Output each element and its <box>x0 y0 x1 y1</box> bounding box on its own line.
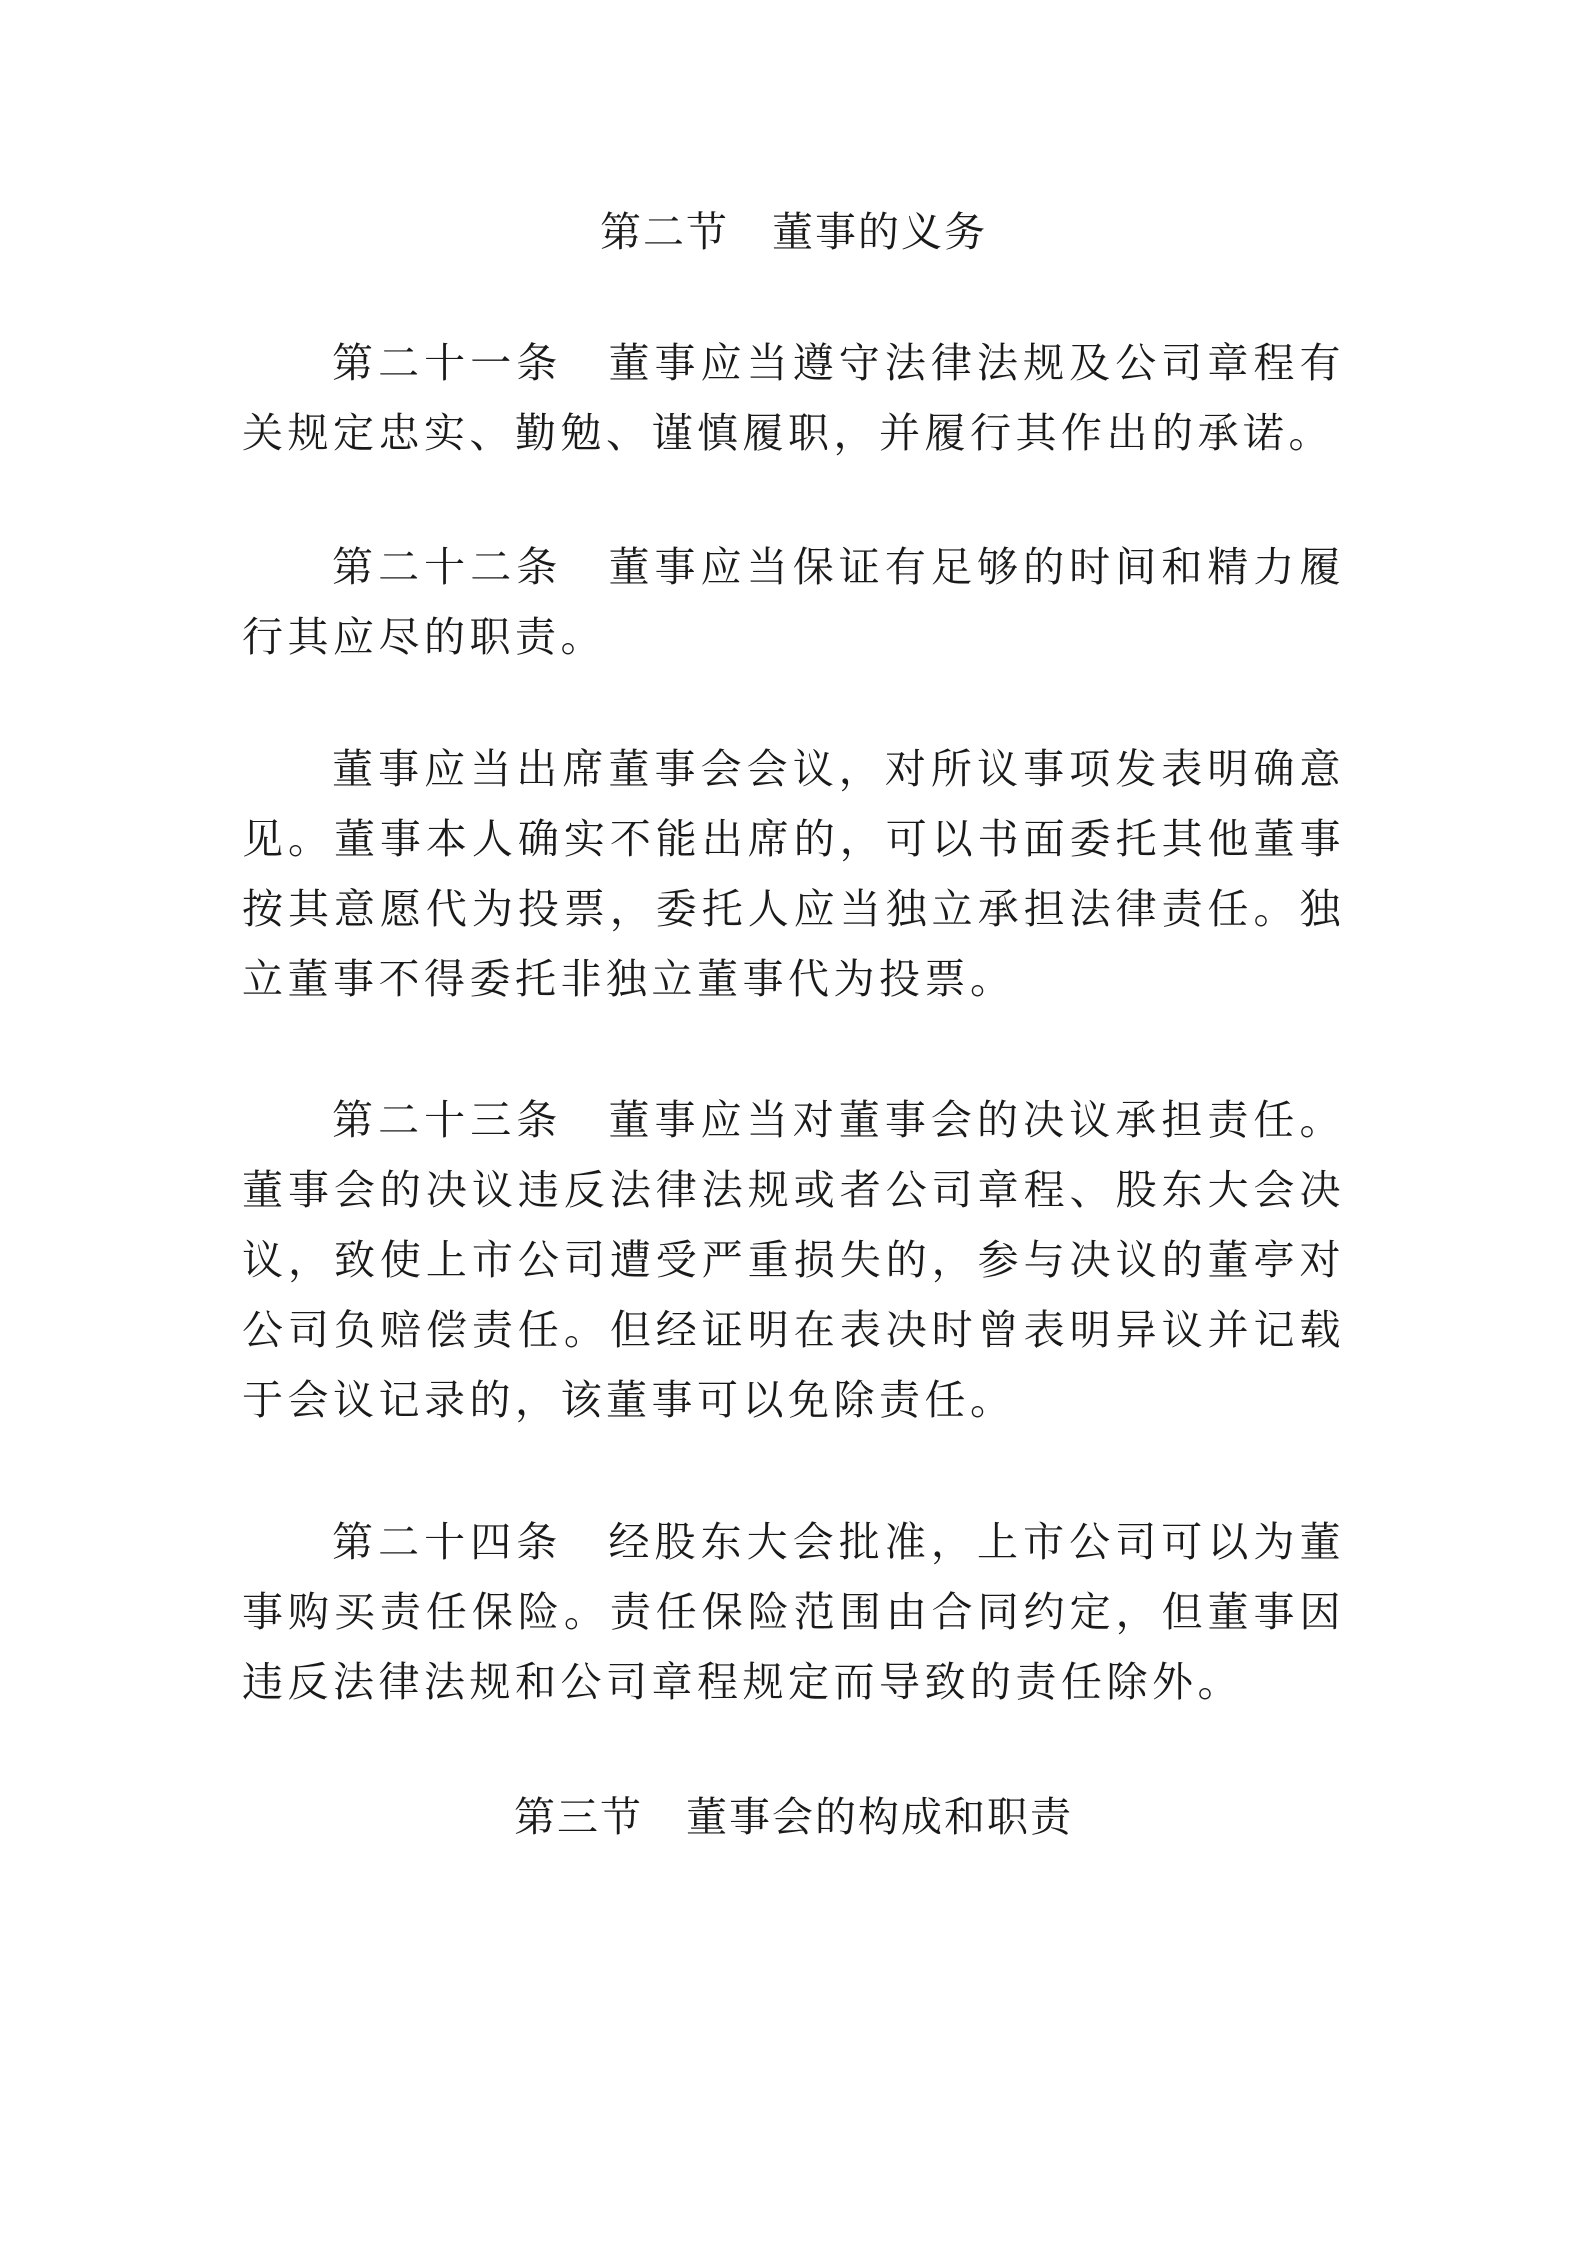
article-21-label: 第二十一条 <box>332 339 609 387</box>
section-two-heading: 第二节 董事的义务 <box>600 208 987 256</box>
article-22-label: 第二十二条 <box>332 543 609 591</box>
article-22 <box>242 532 1345 672</box>
article-21-text: 董事应当遵守法律法规及公司章程有关规定忠实、勤勉、谨慎履职，并履行其作出的承诺。 <box>242 339 1346 457</box>
article-21 <box>242 328 1345 468</box>
article-23-label: 第二十三条 <box>332 1096 609 1144</box>
article-23 <box>242 1085 1345 1435</box>
section-three-heading: 第三节 董事会的构成和职责 <box>514 1793 1073 1841</box>
article-22-text: 董事应当保证有足够的时间和精力履行其应尽的职责。 <box>242 543 1346 661</box>
article-24 <box>242 1507 1345 1717</box>
article-24-text: 经股东大会批准，上市公司可以为董事购买责任保险。责任保险范围由合同约定，但董事因违反法律法规和公司章程规定而导致的责任除外。 <box>242 1518 1346 1706</box>
article-23-text: 董事应当对董事会的决议承担责任。董事会的决议违反法律法规或者公司章程、股东大会决议，致使上市公司遭受严重损失的，参与决议的董亭对公司负赔偿责任。但经证明在表决时曾表明异议并记载于会议记录的，该董事可以免除责任。 <box>242 1096 1346 1424</box>
article-22-paragraph-2: 董事应当出席董事会会议，对所议事项发表明确意见。董事本人确实不能出席的，可以书面委托其他董事按其意愿代为投票，委托人应当独立承担法律责任。独立董事不得委托非独立董事代为投票。 <box>242 745 1345 1003</box>
article-24-label: 第二十四条 <box>332 1518 609 1566</box>
